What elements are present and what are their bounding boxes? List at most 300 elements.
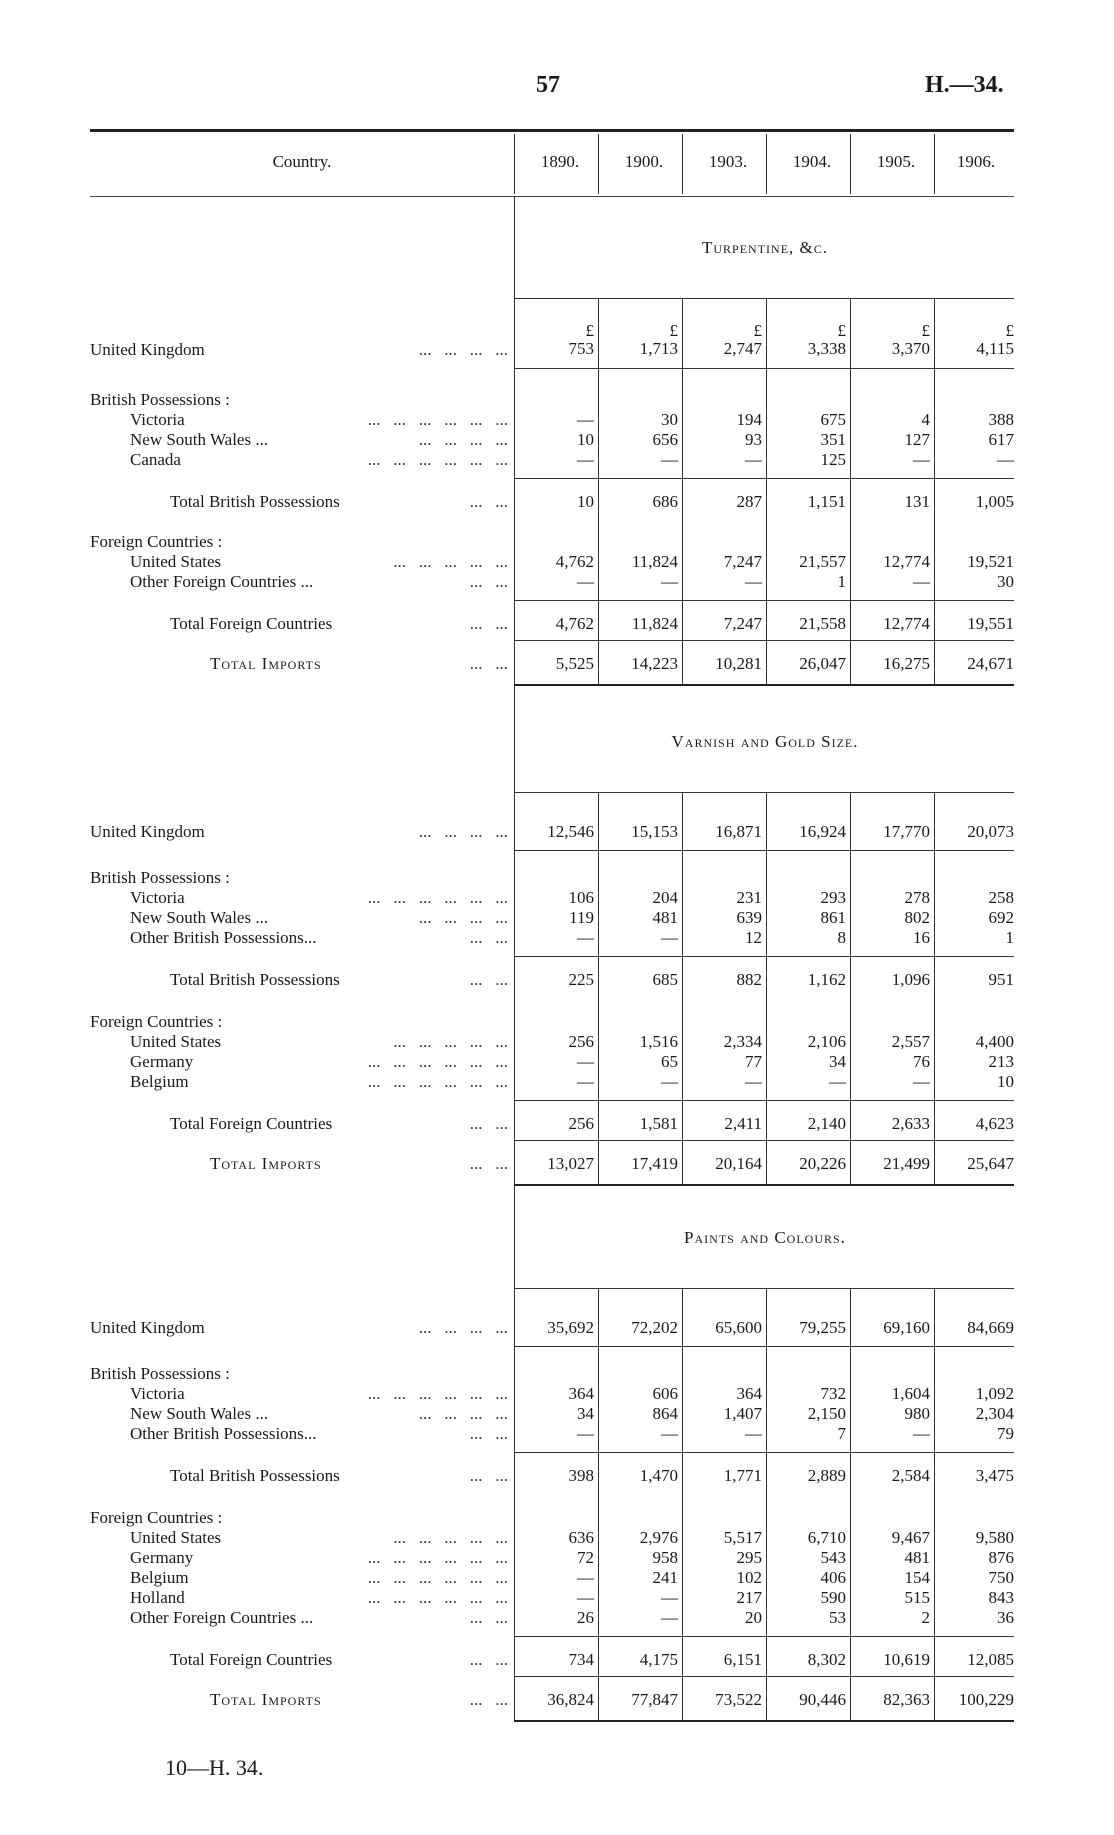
value-cell: 2,584 [891,1466,930,1485]
value-cell: £ 1,713 [639,321,678,358]
value-cell: 639 [736,908,762,927]
total-rule [514,478,1014,479]
value-cell: 1,005 [975,492,1014,511]
value-cell: 1,470 [639,1466,678,1485]
value-cell: — [577,450,594,469]
total-rule [514,1676,1014,1677]
section-title: Turpentine, &c. [701,238,829,257]
value-cell: 2,334 [723,1032,762,1051]
value-cell: 685 [652,970,678,989]
value-cell: 72,202 [631,1318,678,1337]
value-cell: 750 [988,1568,1014,1587]
footer-signature: 10—H. 34. [165,1755,264,1780]
row-label: United States [130,1032,222,1051]
value-cell: 2,557 [891,1032,930,1051]
header-column-rule [514,134,515,194]
row-label: United Kingdom [90,340,205,359]
value-cell: £ 3,338 [807,321,846,358]
value-cell: 686 [652,492,678,511]
row-label: Germany [130,1052,194,1071]
leader-dots: ... ... ... ... ... ... [367,1588,508,1607]
value-cell: 4,762 [555,614,594,633]
value-cell: 16,275 [883,654,930,673]
value-cell: 125 [820,450,846,469]
value-cell: 1 [1005,928,1014,947]
leader-dots: ... ... [469,1154,508,1173]
value-cell: 606 [652,1384,678,1403]
value-cell: 10,281 [715,654,762,673]
value-cell: 11,824 [631,614,678,633]
value-cell: 21,558 [799,614,846,633]
value-cell: 36 [997,1608,1014,1627]
value-cell: 4,762 [555,552,594,571]
total-rule [514,956,1014,957]
value-cell: 11,824 [631,552,678,571]
value-cell: — [661,450,678,469]
row-label: Belgium [130,1568,189,1587]
section-header-rule [514,1288,1014,1289]
value-cell: 77 [745,1052,762,1071]
value-cell: £ 4,115 [976,321,1014,358]
value-cell: 16,924 [799,822,846,841]
value-cell: 802 [904,908,930,927]
value-cell: 10 [577,492,594,511]
header-column-rule [598,134,599,194]
value-cell: 213 [988,1052,1014,1071]
leader-dots: ... ... ... ... ... ... [367,1052,508,1071]
row-label: Total British Possessions [170,1466,340,1485]
value-cell: 843 [988,1588,1014,1607]
row-label: United States [130,1528,222,1547]
row-label: Total Foreign Countries [170,614,333,633]
leader-dots: ... ... [469,1114,508,1133]
value-cell: 1,771 [723,1466,762,1485]
leader-dots: ... ... ... ... [418,908,508,927]
value-cell: 1,096 [891,970,930,989]
value-cell: 14,223 [631,654,678,673]
row-label: Total Foreign Countries [170,1114,333,1133]
value-column-rule [598,1288,599,1720]
value-cell: 12,085 [967,1650,1014,1669]
row-label: United Kingdom [90,822,205,841]
value-cell: 102 [736,1568,762,1587]
value-cell: 732 [820,1384,846,1403]
row-label: Other Foreign Countries ... [130,572,314,591]
value-cell: 1,407 [723,1404,762,1423]
value-cell: 30 [997,572,1014,591]
value-cell: 36,824 [547,1690,594,1709]
leader-dots: ... ... [469,1424,508,1443]
value-column-rule [850,298,851,684]
value-cell: 24,671 [967,654,1014,673]
leader-dots: ... ... ... ... [418,1318,508,1337]
row-label: British Possessions : [90,390,230,409]
value-cell: — [745,450,762,469]
value-cell: 34 [577,1404,594,1423]
value-cell: 119 [569,908,594,927]
value-cell: 12 [745,928,762,947]
value-cell: 10 [997,1072,1014,1091]
value-cell: — [913,1424,930,1443]
value-cell: 9,580 [975,1528,1014,1547]
value-cell: 69,160 [883,1318,930,1337]
row-label: Other British Possessions... [130,928,317,947]
value-cell: 515 [904,1588,930,1607]
value-cell: 1,092 [975,1384,1014,1403]
value-cell: 21,557 [799,552,846,571]
leader-dots: ... ... [469,928,508,947]
value-cell: — [577,928,594,947]
value-cell: 19,551 [967,614,1014,633]
page-number: 57 [536,72,560,98]
value-cell: 543 [820,1548,846,1567]
row-label: British Possessions : [90,868,230,887]
leader-dots: ... ... [469,492,508,511]
value-cell: 980 [904,1404,930,1423]
value-cell: 10 [577,430,594,449]
leader-dots: ... ... [469,654,508,673]
value-cell: — [913,450,930,469]
page-reference: H.—34. [925,72,1004,98]
year-header-1890: 1890. [540,152,580,171]
value-cell: 734 [568,1650,594,1669]
value-cell: 882 [736,970,762,989]
value-cell: 278 [904,888,930,907]
value-cell: 217 [736,1588,762,1607]
value-cell: — [577,410,594,429]
value-cell: 256 [568,1114,594,1133]
value-cell: — [997,450,1014,469]
leader-dots: ... ... ... ... ... ... [367,1568,508,1587]
value-cell: 17,419 [631,1154,678,1173]
value-cell: — [661,572,678,591]
value-cell: 256 [568,1032,594,1051]
value-cell: 2,304 [975,1404,1014,1423]
row-label: Foreign Countries : [90,532,223,551]
leader-dots: ... ... [469,572,508,591]
value-cell: 876 [988,1548,1014,1567]
leader-dots: ... ... ... ... ... ... [367,888,508,907]
year-header-1904: 1904. [792,152,832,171]
value-cell: 35,692 [547,1318,594,1337]
value-cell: 481 [652,908,678,927]
row-label: Total Imports [210,1690,322,1709]
section-title: Varnish and Gold Size. [671,732,859,751]
row-label: Total Imports [210,654,322,673]
value-cell: 10,619 [883,1650,930,1669]
value-cell: 77,847 [631,1690,678,1709]
value-cell: — [745,572,762,591]
value-cell: 106 [568,888,594,907]
value-cell: 4,400 [975,1032,1014,1051]
value-cell: 2,889 [807,1466,846,1485]
value-cell: £ 753 [568,321,594,358]
value-cell: 231 [736,888,762,907]
value-column-rule [934,298,935,684]
value-cell: 364 [736,1384,762,1403]
total-rule [514,1100,1014,1101]
value-cell: 675 [820,410,846,429]
value-cell: 6,710 [807,1528,846,1547]
value-cell: — [913,572,930,591]
leader-dots: ... ... ... ... [418,1404,508,1423]
header-column-rule [682,134,683,194]
value-cell: £ 3,370 [891,321,930,358]
value-cell: 154 [904,1568,930,1587]
row-label: New South Wales ... [130,1404,269,1423]
leader-dots: ... ... ... ... [418,340,508,359]
value-cell: 12,774 [883,614,930,633]
value-cell: 3,475 [975,1466,1014,1485]
value-cell: — [661,1424,678,1443]
value-cell: 65,600 [715,1318,762,1337]
value-cell: 481 [904,1548,930,1567]
leader-dots: ... ... [469,1466,508,1485]
value-cell: 30 [661,410,678,429]
total-rule [514,1636,1014,1637]
row-label: Foreign Countries : [90,1012,223,1031]
value-cell: 258 [988,888,1014,907]
leader-dots: ... ... [469,614,508,633]
total-rule [514,600,1014,601]
value-cell: 1 [837,572,846,591]
value-cell: — [577,1424,594,1443]
value-cell: 7 [837,1424,846,1443]
value-cell: 17,770 [883,822,930,841]
row-label: Germany [130,1548,194,1567]
value-cell: 127 [904,430,930,449]
row-label: New South Wales ... [130,430,269,449]
section-header-rule [514,298,1014,299]
uk-row-rule [514,1346,1014,1347]
value-column-rule [934,1288,935,1720]
value-cell: — [745,1424,762,1443]
value-cell: 4,623 [975,1114,1014,1133]
row-label: Holland [130,1588,185,1607]
value-cell: 76 [913,1052,930,1071]
value-cell: 194 [736,410,762,429]
section-bottom-rule [514,1720,1014,1722]
value-cell: 4,175 [639,1650,678,1669]
value-cell: 19,521 [967,552,1014,571]
value-cell: 12,774 [883,552,930,571]
value-cell: 364 [568,1384,594,1403]
value-cell: 6,151 [723,1650,762,1669]
total-rule [514,1452,1014,1453]
value-cell: 2,140 [807,1114,846,1133]
leader-dots: ... ... ... ... [418,822,508,841]
value-column-rule [598,298,599,684]
value-cell: £ 2,747 [723,321,762,358]
value-cell: 4 [921,410,930,429]
table-header [90,130,1014,197]
section-header-rule [514,792,1014,793]
value-cell: 9,467 [891,1528,930,1547]
header-column-rule [850,134,851,194]
value-cell: — [577,1588,594,1607]
row-label: Belgium [130,1072,189,1091]
header-column-rule [766,134,767,194]
row-label: United States [130,552,222,571]
value-cell: 21,499 [883,1154,930,1173]
value-cell: 53 [829,1608,846,1627]
value-cell: — [577,1072,594,1091]
section-bottom-rule [514,1184,1014,1186]
value-column-rule [766,298,767,684]
value-cell: 73,522 [715,1690,762,1709]
value-cell: 2,976 [639,1528,678,1547]
year-header-1903: 1903. [708,152,748,171]
value-cell: 864 [652,1404,678,1423]
row-label: Total British Possessions [170,970,340,989]
year-header-1905: 1905. [876,152,916,171]
value-column-rule [850,1288,851,1720]
value-cell: 34 [829,1052,846,1071]
leader-dots: ... ... [469,1608,508,1627]
row-label: Other Foreign Countries ... [130,1608,314,1627]
leader-dots: ... ... ... ... [418,430,508,449]
total-rule [514,1140,1014,1141]
leader-dots: ... ... ... ... ... [393,1032,508,1051]
value-cell: 225 [568,970,594,989]
year-header-1906: 1906. [956,152,996,171]
row-label: Total British Possessions [170,492,340,511]
value-cell: — [661,1608,678,1627]
value-cell: 590 [820,1588,846,1607]
value-cell: 79 [997,1424,1014,1443]
leader-dots: ... ... ... ... ... [393,1528,508,1547]
value-cell: 20,226 [799,1154,846,1173]
row-label: British Possessions : [90,1364,230,1383]
row-label: Total Imports [210,1154,322,1173]
value-cell: 7,247 [723,614,762,633]
section-title: Paints and Colours. [684,1228,846,1247]
value-cell: — [577,572,594,591]
value-cell: 958 [652,1548,678,1567]
section-bottom-rule [514,684,1014,686]
row-label: Victoria [130,410,185,429]
value-cell: 388 [988,410,1014,429]
uk-row-rule [514,850,1014,851]
value-cell: 2,411 [724,1114,762,1133]
leader-dots: ... ... ... ... ... [393,552,508,571]
table-left-rule [514,196,515,1722]
value-cell: — [661,1072,678,1091]
value-cell: 7,247 [723,552,762,571]
value-cell: 617 [988,430,1014,449]
row-label: Victoria [130,888,185,907]
value-cell: 100,229 [958,1690,1014,1709]
row-label: Foreign Countries : [90,1508,223,1527]
value-cell: — [577,1568,594,1587]
value-cell: 1,581 [639,1114,678,1133]
leader-dots: ... ... ... ... ... ... [367,410,508,429]
value-cell: 79,255 [799,1318,846,1337]
value-cell: 204 [652,888,678,907]
value-cell: 1,604 [891,1384,930,1403]
value-cell: 93 [745,430,762,449]
value-cell: 1,151 [807,492,846,511]
value-cell: 26 [577,1608,594,1627]
value-cell: 90,446 [799,1690,846,1709]
value-cell: 20 [745,1608,762,1627]
value-cell: — [661,928,678,947]
value-column-rule [766,1288,767,1720]
value-cell: 72 [577,1548,594,1567]
value-cell: 861 [820,908,846,927]
value-cell: 8,302 [807,1650,846,1669]
value-cell: 398 [568,1466,594,1485]
value-cell: 15,153 [631,822,678,841]
value-cell: 656 [652,430,678,449]
value-column-rule [682,298,683,684]
row-label: Victoria [130,1384,185,1403]
value-cell: 20,164 [715,1154,762,1173]
value-cell: 82,363 [883,1690,930,1709]
value-cell: 12,546 [547,822,594,841]
value-cell: 2 [921,1608,930,1627]
value-cell: 293 [820,888,846,907]
value-cell: 65 [661,1052,678,1071]
row-label: Total Foreign Countries [170,1650,333,1669]
value-cell: 2,633 [891,1114,930,1133]
value-column-rule [682,1288,683,1720]
value-cell: 692 [988,908,1014,927]
value-cell: 2,106 [807,1032,846,1051]
value-cell: 16,871 [715,822,762,841]
row-label: New South Wales ... [130,908,269,927]
value-cell: 636 [568,1528,594,1547]
value-cell: — [913,1072,930,1091]
value-cell: 5,525 [555,654,594,673]
leader-dots: ... ... ... ... ... ... [367,450,508,469]
value-cell: 351 [820,430,846,449]
value-cell: 131 [904,492,930,511]
value-cell: 241 [652,1568,678,1587]
row-label: Canada [130,450,181,469]
leader-dots: ... ... ... ... ... ... [367,1072,508,1091]
leader-dots: ... ... [469,1690,508,1709]
row-label: Other British Possessions... [130,1424,317,1443]
value-cell: 1,162 [807,970,846,989]
value-cell: — [577,1052,594,1071]
value-cell: — [829,1072,846,1091]
value-cell: — [661,1588,678,1607]
leader-dots: ... ... [469,970,508,989]
leader-dots: ... ... [469,1650,508,1669]
value-cell: 25,647 [967,1154,1014,1173]
value-cell: 1,516 [639,1032,678,1051]
value-cell: 84,669 [967,1318,1014,1337]
row-label: United Kingdom [90,1318,205,1337]
value-cell: 287 [736,492,762,511]
header-column-rule [934,134,935,194]
year-header-1900: 1900. [624,152,664,171]
value-cell: 13,027 [547,1154,594,1173]
country-column-header: Country. [272,152,332,171]
value-cell: 2,150 [807,1404,846,1423]
value-cell: 8 [837,928,846,947]
value-cell: 5,517 [723,1528,762,1547]
value-cell: 406 [820,1568,846,1587]
leader-dots: ... ... ... ... ... ... [367,1384,508,1403]
uk-row-rule [514,368,1014,369]
total-rule [514,640,1014,641]
value-cell: 295 [736,1548,762,1567]
value-cell: 26,047 [799,654,846,673]
leader-dots: ... ... ... ... ... ... [367,1548,508,1567]
value-cell: 951 [988,970,1014,989]
